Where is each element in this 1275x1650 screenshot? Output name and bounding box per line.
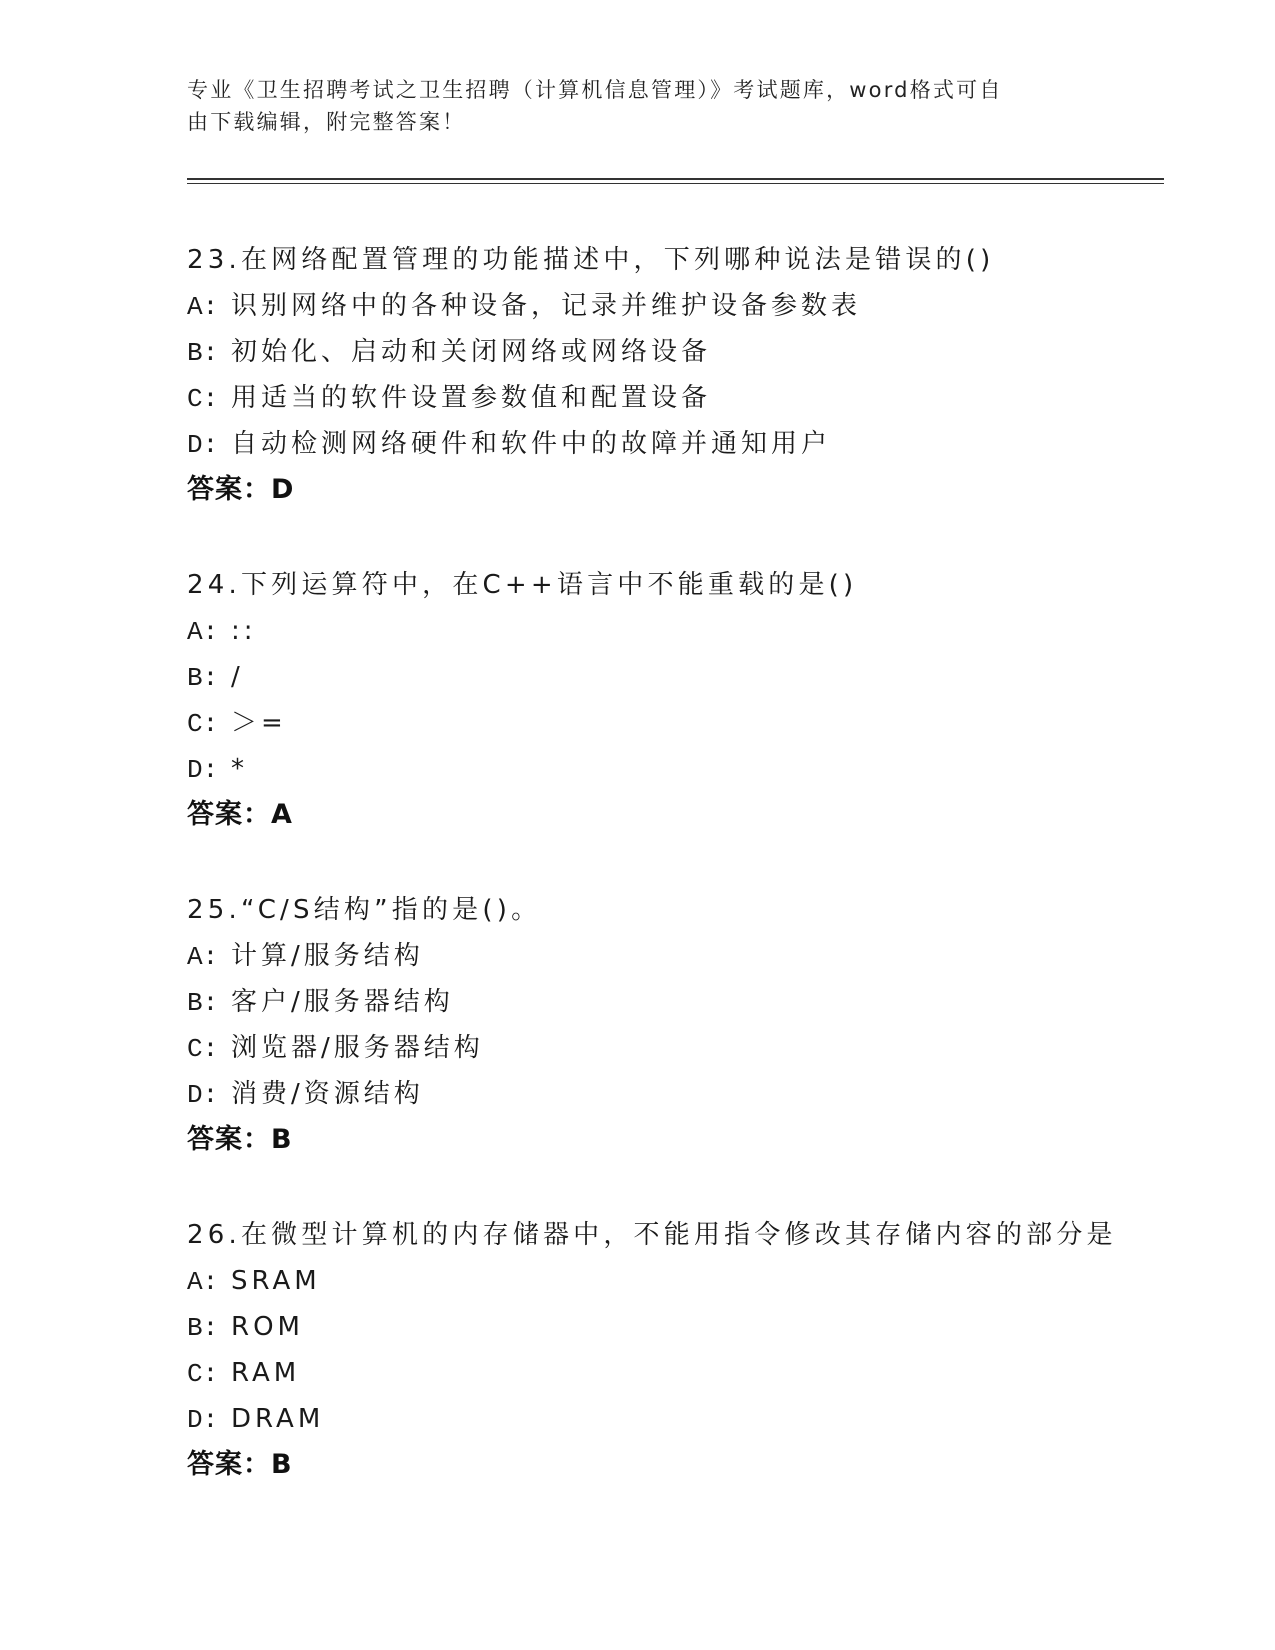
option-text: ROM <box>231 1312 304 1342</box>
option-text: / <box>231 662 244 692</box>
answer-value: B <box>271 1124 293 1155</box>
option-text: 初始化、启动和关闭网络或网络设备 <box>231 337 712 367</box>
option-key: B: <box>187 1313 219 1343</box>
header-line-2: 由下载编辑，附完整答案！ <box>187 110 466 134</box>
question-24 <box>187 562 1187 838</box>
question-title: 24.下列运算符中，在C++语言中不能重载的是() <box>187 570 858 600</box>
option-text: 计算/服务结构 <box>231 941 424 971</box>
option-text: 用适当的软件设置参数值和配置设备 <box>231 383 712 413</box>
option-key: A: <box>187 292 219 322</box>
header-divider <box>187 178 1164 180</box>
option-b <box>187 329 1187 375</box>
option-text: 浏览器/服务器结构 <box>231 1033 484 1063</box>
question-23 <box>187 237 1187 513</box>
answer-value: A <box>271 799 293 830</box>
question-26 <box>187 1212 1187 1488</box>
option-a <box>187 1258 1187 1304</box>
option-d <box>187 1396 1187 1442</box>
option-text: ＞= <box>231 708 287 738</box>
question-title: 25.“C/S结构”指的是()。 <box>187 895 542 925</box>
option-c <box>187 700 1187 746</box>
question-25 <box>187 887 1187 1163</box>
answer-line <box>187 467 1187 513</box>
answer-line <box>187 1442 1187 1488</box>
option-c <box>187 375 1187 421</box>
option-text: * <box>231 754 248 784</box>
question-list <box>187 237 1187 1537</box>
option-a <box>187 608 1187 654</box>
answer-value: B <box>271 1449 293 1480</box>
option-text: 消费/资源结构 <box>231 1079 424 1109</box>
option-c <box>187 1025 1187 1071</box>
option-text: DRAM <box>231 1404 325 1434</box>
option-key: C: <box>187 1034 219 1064</box>
option-key: C: <box>187 709 219 739</box>
option-a <box>187 933 1187 979</box>
option-text: SRAM <box>231 1266 321 1296</box>
option-text: 客户/服务器结构 <box>231 987 454 1017</box>
option-text: RAM <box>231 1358 301 1388</box>
answer-value: D <box>271 474 295 505</box>
option-key: D: <box>187 755 219 785</box>
document-header <box>187 74 1067 138</box>
option-text: 自动检测网络硬件和软件中的故障并通知用户 <box>231 429 832 459</box>
option-d <box>187 421 1187 467</box>
option-b <box>187 654 1187 700</box>
option-key: D: <box>187 430 219 460</box>
answer-label: 答案： <box>187 474 271 505</box>
option-key: D: <box>187 1405 219 1435</box>
option-text: 识别网络中的各种设备，记录并维护设备参数表 <box>231 291 862 321</box>
option-a <box>187 283 1187 329</box>
answer-line <box>187 792 1187 838</box>
option-key: A: <box>187 1267 219 1297</box>
answer-label: 答案： <box>187 799 271 830</box>
option-key: B: <box>187 338 219 368</box>
option-key: D: <box>187 1080 219 1110</box>
header-line-1: 专业《卫生招聘考试之卫生招聘（计算机信息管理）》考试题库，word格式可自 <box>187 78 1003 102</box>
option-key: B: <box>187 988 219 1018</box>
option-c <box>187 1350 1187 1396</box>
option-key: C: <box>187 1359 219 1389</box>
option-d <box>187 1071 1187 1117</box>
answer-line <box>187 1117 1187 1163</box>
answer-label: 答案： <box>187 1449 271 1480</box>
answer-label: 答案： <box>187 1124 271 1155</box>
option-text: :: <box>231 616 257 646</box>
option-key: A: <box>187 942 219 972</box>
option-key: B: <box>187 663 219 693</box>
question-title: 26.在微型计算机的内存储器中，不能用指令修改其存储内容的部分是 <box>187 1220 1117 1250</box>
option-d <box>187 746 1187 792</box>
option-key: C: <box>187 384 219 414</box>
option-b <box>187 1304 1187 1350</box>
option-key: A: <box>187 617 219 647</box>
option-b <box>187 979 1187 1025</box>
question-title: 23.在网络配置管理的功能描述中，下列哪种说法是错误的() <box>187 245 995 275</box>
